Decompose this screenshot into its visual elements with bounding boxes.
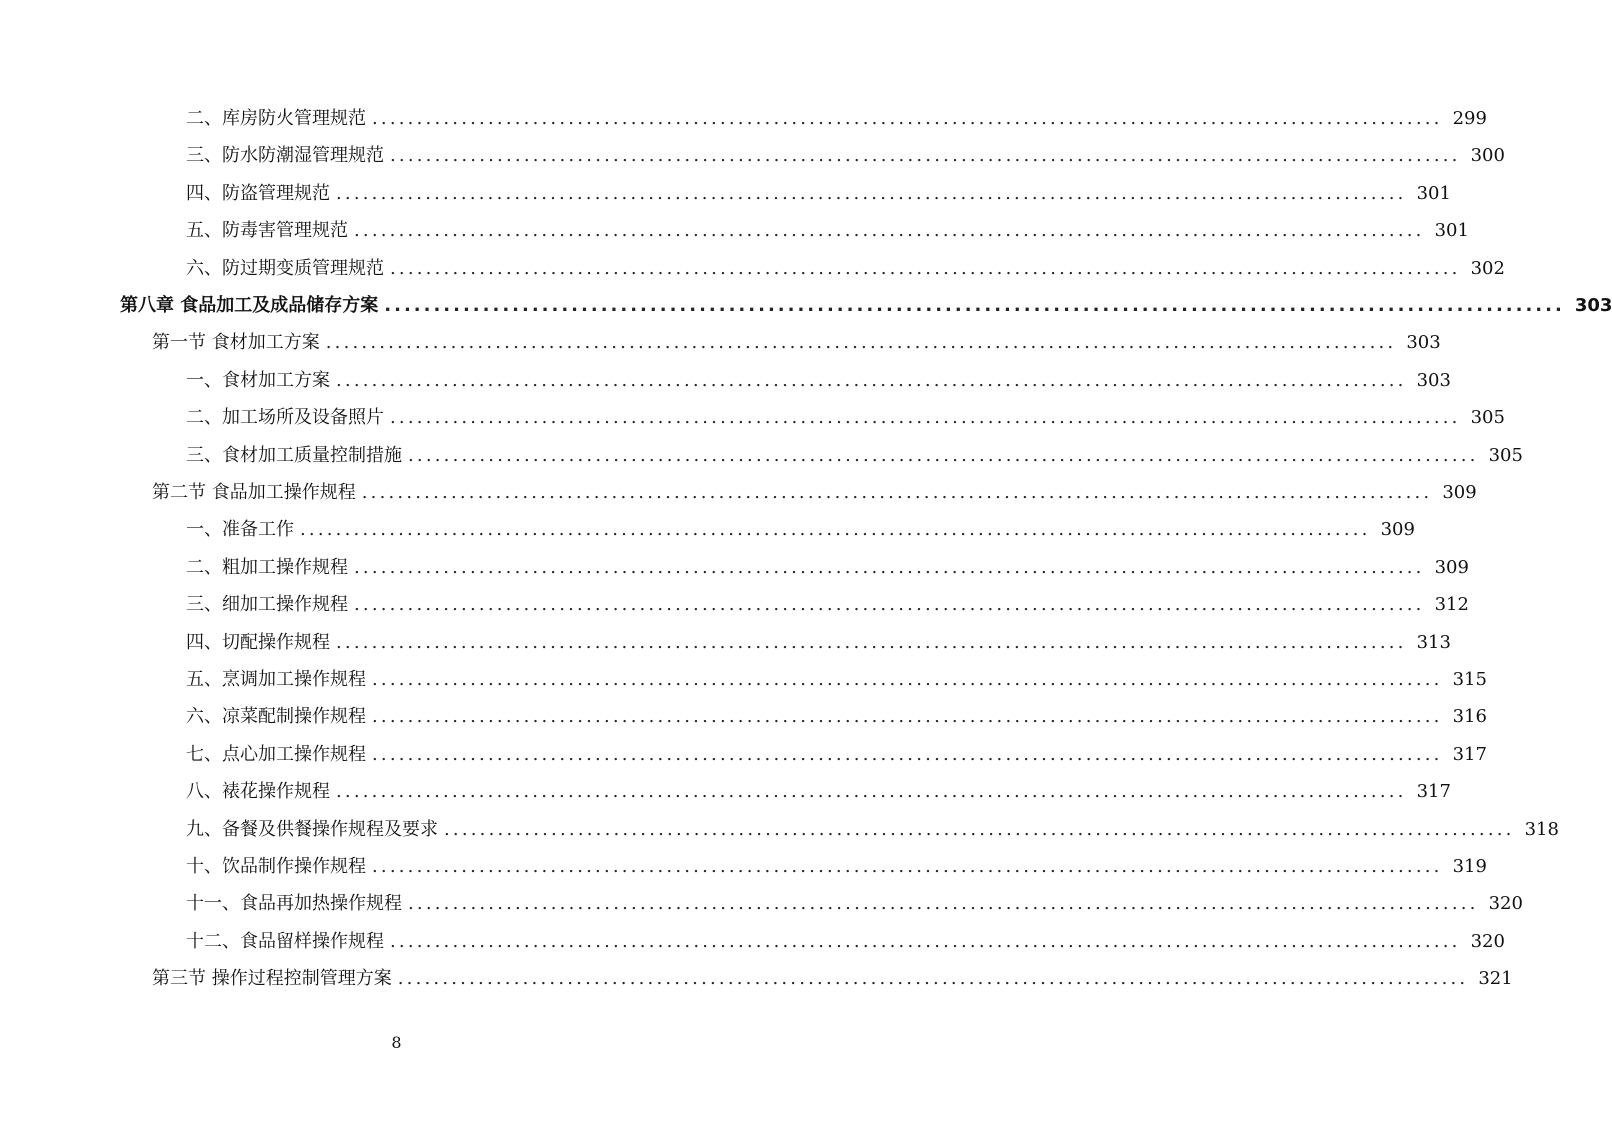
- toc-entry-page-number: 313: [1416, 631, 1451, 653]
- toc-entry-item[interactable]: [186, 137, 1505, 174]
- toc-entry-chapter[interactable]: [120, 287, 1612, 324]
- toc-entry-title: 四、防盗管理规范: [186, 182, 330, 204]
- toc-entry-page-number: 315: [1452, 669, 1487, 690]
- toc-dot-leader: ........................................................................................................................: [336, 781, 1407, 803]
- toc-dot-leader: ........................................................................................................................: [444, 818, 1515, 840]
- toc-entry-item[interactable]: [186, 624, 1451, 661]
- toc-entry-title: 一、准备工作: [186, 519, 294, 541]
- toc-entry-section[interactable]: [152, 324, 1441, 361]
- toc-entry-title: 三、防水防潮湿管理规范: [186, 145, 384, 167]
- toc-entry-title: 四、切配操作规程: [186, 631, 330, 653]
- toc-dot-leader: ........................................................................................................................: [336, 182, 1407, 204]
- toc-entry-title: 六、凉菜配制操作规程: [186, 706, 366, 728]
- toc-entry-item[interactable]: [186, 848, 1487, 885]
- toc-dot-leader: ........................................................................................................................: [372, 743, 1443, 765]
- toc-dot-leader: ........................................................................................................................: [372, 108, 1443, 129]
- toc-entry-page-number: 316: [1452, 706, 1487, 728]
- toc-entry-title: 三、细加工操作规程: [186, 594, 348, 616]
- toc-entry-page-number: 320: [1488, 893, 1523, 915]
- toc-entry-title: 第三节 操作过程控制管理方案: [152, 968, 392, 990]
- toc-entry-page-number: 309: [1434, 556, 1469, 578]
- toc-entry-section[interactable]: [152, 474, 1477, 511]
- toc-entry-page-number: 299: [1452, 108, 1487, 129]
- toc-entry-page-number: 309: [1380, 519, 1415, 541]
- toc-entry-page-number: 301: [1416, 182, 1451, 204]
- toc-dot-leader: ........................................................................................................................: [336, 631, 1407, 653]
- toc-dot-leader: ........................................................................................................................: [354, 594, 1425, 616]
- toc-entry-page-number: 305: [1470, 407, 1505, 429]
- toc-entry-title: 五、烹调加工操作规程: [186, 669, 366, 690]
- toc-entry-title: 第八章 食品加工及成品储存方案: [120, 295, 379, 316]
- toc-dot-leader: ........................................................................................................................: [354, 220, 1425, 242]
- toc-entry-title: 五、防毒害管理规范: [186, 220, 348, 242]
- toc-dot-leader: ........................................................................................................................: [384, 295, 1565, 316]
- toc-dot-leader: ........................................................................................................................: [390, 930, 1461, 952]
- toc-entry-item[interactable]: [186, 100, 1487, 137]
- toc-entry-page-number: 319: [1452, 856, 1487, 877]
- toc-entry-page-number: 302: [1470, 257, 1505, 279]
- toc-entry-page-number: 303: [1416, 369, 1451, 391]
- toc-entry-item[interactable]: [186, 250, 1505, 287]
- toc-entry-item[interactable]: [186, 698, 1487, 735]
- toc-entry-section[interactable]: [152, 960, 1513, 997]
- toc-dot-leader: ........................................................................................................................: [300, 519, 1371, 541]
- toc-entry-page-number: 305: [1488, 444, 1523, 466]
- toc-entry-page-number: 303: [1574, 295, 1612, 316]
- toc-entry-item[interactable]: [186, 549, 1469, 586]
- toc-entry-page-number: 301: [1434, 220, 1469, 242]
- toc-entry-title: 十、饮品制作操作规程: [186, 856, 366, 877]
- toc-entry-title: 六、防过期变质管理规范: [186, 257, 384, 279]
- toc-entry-page-number: 318: [1524, 818, 1559, 840]
- toc-entry-page-number: 312: [1434, 594, 1469, 616]
- toc-entry-title: 十二、食品留样操作规程: [186, 930, 384, 952]
- toc-entry-item[interactable]: [186, 923, 1505, 960]
- toc-dot-leader: ........................................................................................................................: [408, 893, 1479, 915]
- page-number: 8: [391, 1033, 402, 1052]
- toc-entry-title: 一、食材加工方案: [186, 369, 330, 391]
- toc-dot-leader: ........................................................................................................................: [372, 706, 1443, 728]
- toc-entry-item[interactable]: [186, 736, 1487, 773]
- toc-entry-page-number: 317: [1416, 781, 1451, 803]
- toc-dot-leader: ........................................................................................................................: [390, 407, 1461, 429]
- toc-entry-title: 十一、食品再加热操作规程: [186, 893, 402, 915]
- toc-entry-item[interactable]: [186, 661, 1487, 698]
- toc-entry-item[interactable]: [186, 811, 1559, 848]
- toc-entry-page-number: 320: [1470, 930, 1505, 952]
- toc-entry-item[interactable]: [186, 885, 1523, 922]
- toc-dot-leader: ........................................................................................................................: [354, 556, 1425, 578]
- toc-dot-leader: ........................................................................................................................: [408, 444, 1479, 466]
- toc-dot-leader: ........................................................................................................................: [390, 145, 1461, 167]
- toc-dot-leader: ........................................................................................................................: [372, 669, 1443, 690]
- toc-entry-title: 二、库房防火管理规范: [186, 108, 366, 129]
- toc-entry-page-number: 303: [1406, 332, 1441, 354]
- toc-entry-title: 二、粗加工操作规程: [186, 556, 348, 578]
- toc-entry-item[interactable]: [186, 399, 1505, 436]
- toc-entry-title: 三、食材加工质量控制措施: [186, 444, 402, 466]
- toc-entry-title: 九、备餐及供餐操作规程及要求: [186, 818, 438, 840]
- toc-entry-page-number: 309: [1442, 482, 1477, 503]
- toc-entry-title: 第二节 食品加工操作规程: [152, 482, 356, 503]
- toc-entry-title: 第一节 食材加工方案: [152, 332, 320, 354]
- toc-entry-page-number: 321: [1478, 968, 1513, 990]
- toc-entry-item[interactable]: [186, 212, 1469, 249]
- toc-dot-leader: ........................................................................................................................: [397, 968, 1469, 990]
- toc-entry-item[interactable]: [186, 437, 1523, 474]
- toc-dot-leader: ........................................................................................................................: [325, 332, 1397, 354]
- toc-dot-leader: ........................................................................................................................: [336, 369, 1407, 391]
- toc-entry-item[interactable]: [186, 773, 1451, 810]
- toc-entry-item[interactable]: [186, 362, 1451, 399]
- toc-dot-leader: ........................................................................................................................: [361, 482, 1433, 503]
- toc-dot-leader: ........................................................................................................................: [372, 856, 1443, 877]
- toc-entry-title: 二、加工场所及设备照片: [186, 407, 384, 429]
- toc-entry-title: 七、点心加工操作规程: [186, 743, 366, 765]
- toc-entry-item[interactable]: [186, 511, 1415, 548]
- toc-dot-leader: ........................................................................................................................: [390, 257, 1461, 279]
- toc-entry-item[interactable]: [186, 586, 1469, 623]
- toc-entry-page-number: 317: [1452, 743, 1487, 765]
- toc-entry-page-number: 300: [1470, 145, 1505, 167]
- toc-entry-title: 八、裱花操作规程: [186, 781, 330, 803]
- toc-entry-item[interactable]: [186, 175, 1451, 212]
